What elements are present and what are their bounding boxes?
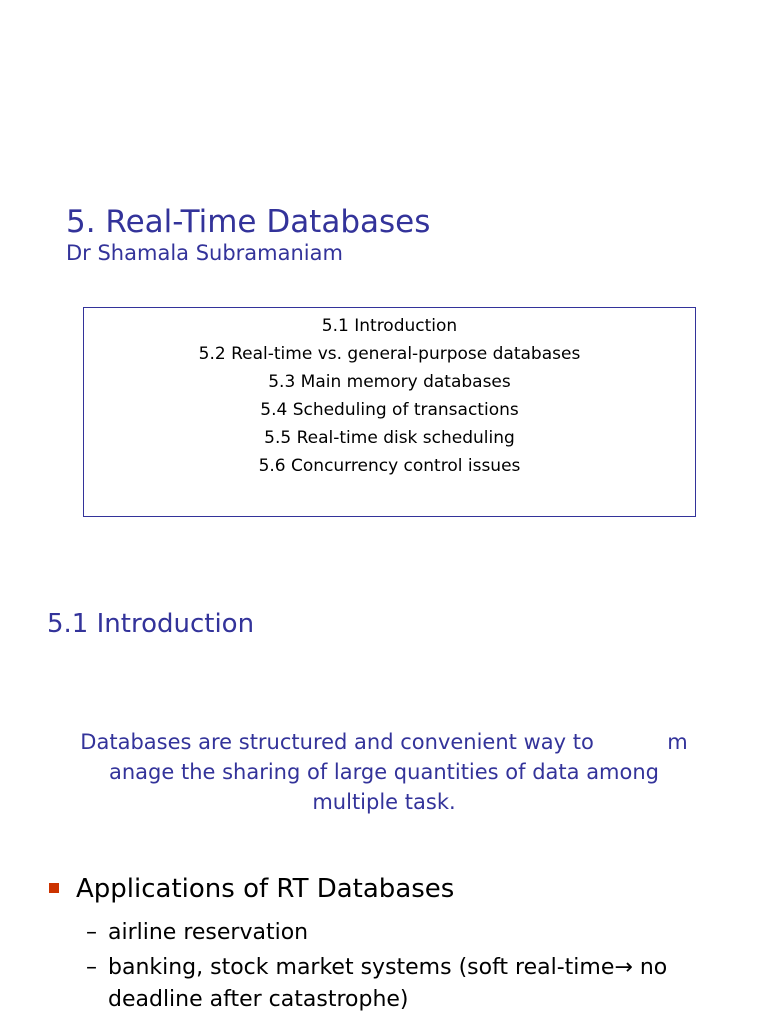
definition-paragraph <box>0 727 768 817</box>
section-heading: 5.1 Introduction <box>47 609 255 639</box>
square-bullet-icon <box>49 883 59 893</box>
toc-item-disk-scheduling: 5.5 Real-time disk scheduling <box>264 428 515 448</box>
dash-bullet-icon: – <box>86 955 97 980</box>
slide-title: 5. Real-Time Databases <box>66 204 431 240</box>
definition-line: multiple task. <box>312 790 456 814</box>
table-of-contents-box <box>83 307 696 517</box>
toc-item-scheduling: 5.4 Scheduling of transactions <box>260 400 519 420</box>
toc-item-real-time-vs-general: 5.2 Real-time vs. general-purpose databases <box>198 344 581 364</box>
toc-item-introduction: 5.1 Introduction <box>321 316 458 336</box>
sub-bullet-text-continued: deadline after catastrophe) <box>108 987 409 1012</box>
definition-line: Databases are structured and convenient way to m <box>80 730 688 754</box>
dash-bullet-icon: – <box>86 920 97 945</box>
toc-item-main-memory: 5.3 Main memory databases <box>268 372 511 392</box>
sub-bullet-item <box>86 952 667 1016</box>
table-of-contents <box>84 312 695 480</box>
sub-bullet-item <box>86 917 308 949</box>
definition-line: anage the sharing of large quantities of data among <box>108 760 660 784</box>
toc-item-concurrency: 5.6 Concurrency control issues <box>258 456 521 476</box>
sub-bullet-text: banking, stock market systems (soft real-time→ no <box>108 955 668 980</box>
slide-author: Dr Shamala Subramaniam <box>66 241 343 265</box>
bullet-heading: Applications of RT Databases <box>76 874 455 904</box>
sub-bullet-text: airline reservation <box>108 920 309 945</box>
